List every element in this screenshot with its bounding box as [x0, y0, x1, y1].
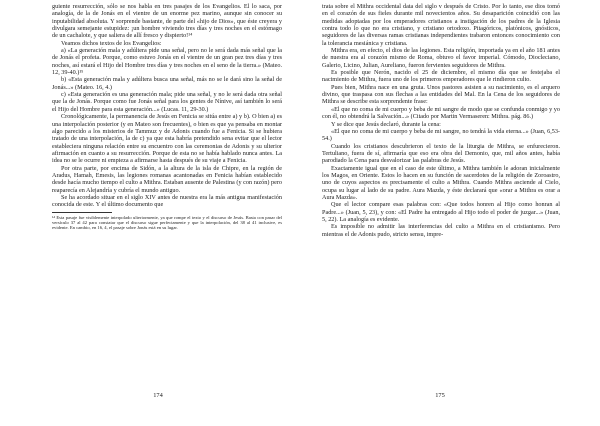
right-quote: «El que no coma de mi cuerpo y beba de mi sangre de modo que se confunda conmigo y yo con él, no obtendrá la Salvación...» (Citado por Martin Vermaseren: Mithra. pág. 86.): [322, 105, 560, 121]
right-paragraph: Es imposible no admitir las interferencias del culto a Mithra en el cristianismo. Pero mientras el de Adonis pudo, stricto sensu, impre-: [322, 223, 560, 238]
footnote: ¹⁴ Esta pasaje fue visiblemente interpolado ulteriormente, ya que rompe el texto y el discurso de Jesús. Basta con pasar del versículo 37 al 42 para constatar que el discurso sigue perfectamente y que la interpolación, del 38 al 41 inclusive, es evidente. En cambio, en 16, 4, el pasaje sobre Jonás está en su lugar.: [52, 214, 282, 231]
right-paragraph: Es posible que Nerón, nacido el 25 de diciembre, el mismo día que se festejaba el nacimiento de Mithra, fuera uno de los primeros emperadores que le rindieron culto.: [322, 69, 560, 84]
page-number-right: 175: [435, 392, 445, 399]
left-paragraph: Veamos dichos textos de los Evangelios:: [61, 39, 162, 47]
right-paragraph: Mithra era, en efecto, el dios de las legiones. Esta religión, importada ya en el año 181 antes de nuestra era al corazón mismo de Roma, obtuvo el favor imperial. Cómodo, Diocleciano, Galerio, Licino, Julian, Aureliano, fueron fervientes seguidores de Mithra.: [322, 47, 560, 69]
right-paragraph: Cuando los cristianos descubrieron el texto de la liturgia de Mithra, se enfurecieron. Tertuliano, fuera de sí, afirmaría que eso era obra del Demonio, que, mil años antes, había parodiado la Cena para desvalorizar las palabras de Jesús.: [322, 142, 560, 165]
left-paragraph: c) «Esta generación es una generación mala; pide una señal, y no le será dada otra señal que la de Jonás. Porque como fue Jonás señal para los gentes de Nínive, así también lo será el Hijo del Hombre para esta generación...» (Lucas. 11, 29-30.): [52, 91, 282, 113]
right-paragraph: Que el lector compare esas palabras con: «Que todos honren al Hijo como honran al Padre...» (Juan, 5, 23), y con: «El Padre ha entregado al Hijo todo el poder de juzgar...» (Juan, 5, 22). La analogía es evidente.: [322, 201, 560, 223]
right-paragraph: Y se dice que Jesús declaró, durante la cena:: [331, 120, 441, 128]
left-paragraph: b) «Esta generación mala y adúltera busca una señal, más no se le dará sino la señal de Jonás...» (Mateo. 16, 4.): [52, 76, 282, 91]
left-paragraph: guiente resurrección, sólo se nos habla en tres pasajes de los Evangelios. El lo saca, por analogía, de la de Jonás en el vientre de un enorme pez marino, aunque sin conocer su inputabilidad absoluta. Y sorprende bastante, de parte del «hijo de Dios», que éste creyera y divulgara semejante estupidez: ¡un hombre viviendo tres días y tres noches en el estómago de un cachalote, y que saliera de allí fresco y dispierto!¹⁴: [52, 3, 282, 40]
page-number-left: 174: [153, 392, 163, 399]
left-paragraph: Por otra parte, por encima de Sidón, a la altura de la isla de Chipre, en la región de Aradus, Hamah, Emesis, las legiones romanas acantonadas en Fenicia habían establecido desde hacía mucho tiempo el culto a Mithra. Estaban ausente de Palestina (y con razón) pero reaparecía en Alejandría y cubría el mundo antiguo.: [52, 164, 282, 194]
right-paragraph: Exactamente igual que en el caso de este último, a Mithra también le adoran inicialmente los Magos, en Oriente. Estos lo hacen en su función de sacerdotes de la religión de Zoroastro, uno de cuyos aspectos es precisamente el culto a Mithra. Cuando Mithra asciende al Cielo, ocupa su lugar al lado de su padre. Aura Mazda, y éste declarará que «orar a Mithra es orar a Aura Mazda».: [322, 164, 560, 201]
right-quote: «El que no coma de mi cuerpo y beba de mi sangre, no tendrá la vida eterna...» (Juan, 6,53-54.): [322, 127, 560, 143]
right-paragraph: trata sobre el Mithra occidental data del siglo v después de Cristo. Por lo tanto, ese dios tomó en el corazón de sus fieles durante mil novecientos años. Su desaparición coincidió con las medidas adoptadas por los emperadores cristianos a instigación de los padres de la Iglesia contra todo lo que no era cristiano, y cristiano ortodoxo. Pitagóricos, platónicos, gnósticos, seguidores de las diversas ramas cristianas independientes trabaron entonces conocimiento con la tolerancia mesiánica y cristiana.: [322, 3, 560, 47]
right-page: [300, 0, 600, 426]
right-paragraph: Pues bien, Mithra nace en una gruta. Unos pastores asisten a su nacimiento, es el arquero divino, que traspasa con sus flechas a las entidades del Mal. En la Cena de los seguidores de Mithra se describe esta sorprendente frase:: [322, 83, 560, 106]
left-paragraph: Se ha acordado situar en el siglo XIV antes de nuestra era la más antigua manifestación conocida de este. Y el último documento que: [52, 193, 282, 209]
left-paragraph: a) «La generación mala y adúltera pide una señal, pero no le será dada más señal que la de Jonás el profeta. Porque, como estuvo Jonás en el vientre de un gran pez tres días y tres noches, así estará el Hijo del Hombre tres días y tres noches en el seno de la tierra.» (Mateo. 12, 39-40.)¹⁵: [52, 47, 282, 77]
footnote-rule: [52, 212, 112, 213]
left-paragraph: Cronológicamente, la permanencia de Jesús en Fenicia se sitúa entre a) y b). O bien a) es una interpolación posterior (y en Mateo son frecuentes), o bien es que ya pensaba en montar algo parecido a los misterios de Tammuz y de Adonis cuando fue a Fenicia. Si se hubiera tratado de una interpolación, la de c) ya que esta habría pretendido sena evitar que el lector estableciera ninguna relación entre su encuentro con las ceremonias de Adonis y su ulterior afirmación en cuanto a su resurrección. Porque de esta no se había hablado nunca antes. La idea no se le ocurre ni empieza a afirmarse hasta después de su viaje a Fenicia.: [52, 113, 282, 165]
